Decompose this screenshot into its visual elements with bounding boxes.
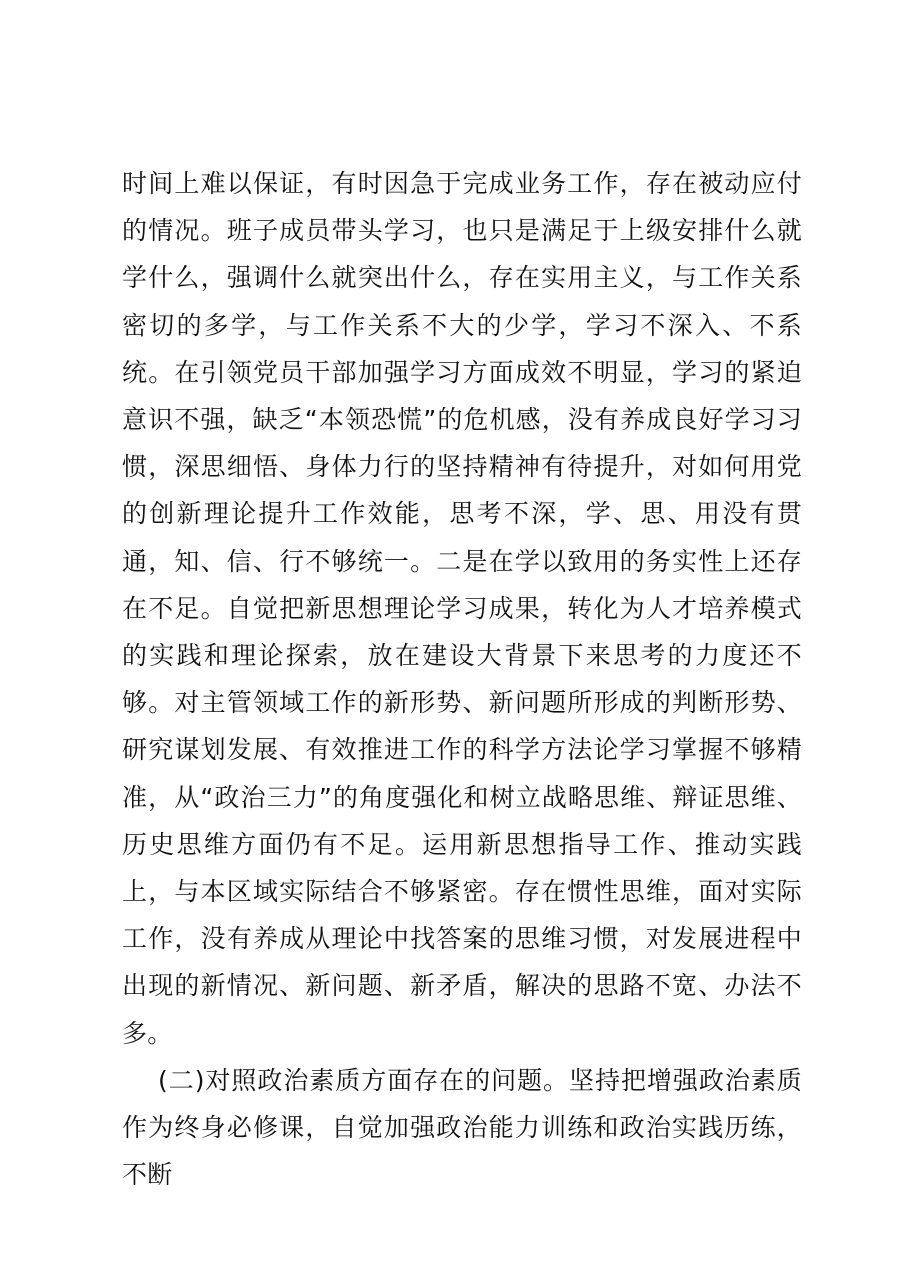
paragraph-continued: 时间上难以保证，有时因急于完成业务工作，存在被动应付的情况。班子成员带头学习，也只是满足于上级安排什么就学什么，强调什么就突出什么，存在实用主义，与工作关系密切的多学，与工作关系不大的少学，学习不深入、不系统。在引领党员干部加强学习方面成效不明显，学习的紧迫意识不强，缺乏“本领恐慌”的危机感，没有养成良好学习习惯，深思细悟、身体力行的坚持精神有待提升，对如何用党的创新理论提升工作效能，思考不深，学、思、用没有贯通，知、信、行不够统一。二是在学以致用的务实性上还存在不足。自觉把新思想理论学习成果，转化为人才培养模式的实践和理论探索，放在建设大背景下来思考的力度还不够。对主管领域工作的新形势、新问题所形成的判断形势、研究谋划发展、有效推进工作的科学方法论学习掌握不够精准，从“政治三力”的角度强化和树立战略思维、辩证思维、历史思维方面仍有不足。运用新思想指导工作、推动实践上，与本区域实际结合不够紧密。存在惯性思维，面对实际工作，没有养成从理论中找答案的思维习惯，对发展进程中出现的新情况、新问题、新矛盾，解决的思路不宽、办法不多。 [122, 169, 802, 1048]
paragraph-section-two: (二)对照政治素质方面存在的问题。坚持把增强政治素质作为终身必修课，自觉加强政治能力训练和政治实践历练，不断 [122, 1065, 802, 1190]
document-body [122, 160, 802, 1198]
